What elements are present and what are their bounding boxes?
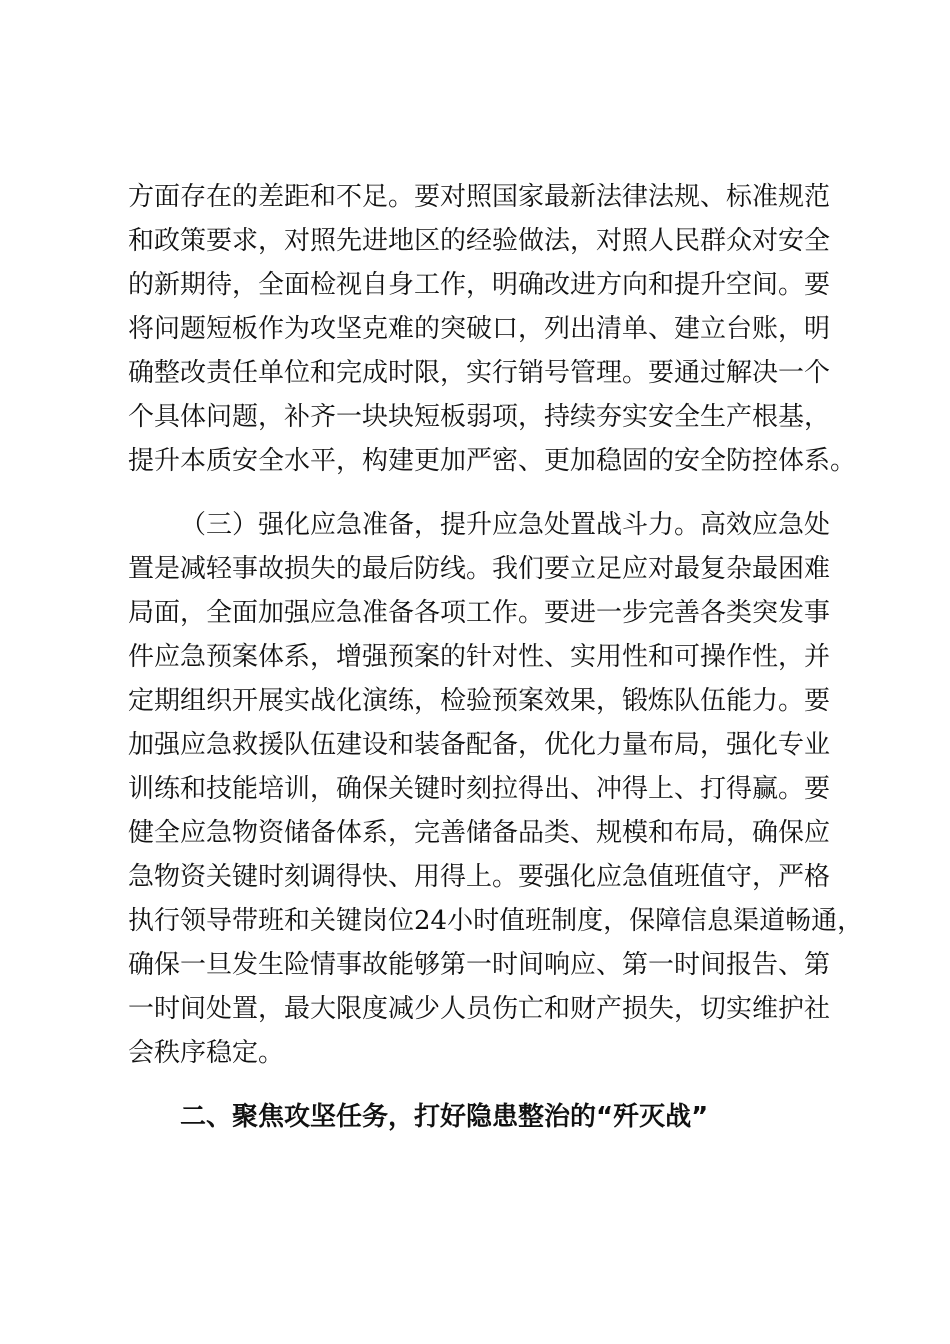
paragraph-line: 一时间处置，最大限度减少人员伤亡和财产损失，切实维护社 bbox=[128, 994, 831, 1024]
paragraph-line: 和政策要求，对照先进地区的经验做法，对照人民群众对安全 bbox=[128, 226, 831, 256]
section-heading: 二、聚焦攻坚任务，打好隐患整治的“歼灭战” bbox=[180, 1102, 709, 1132]
paragraph-line: 置是减轻事故损失的最后防线。我们要立足应对最复杂最困难 bbox=[128, 554, 831, 584]
paragraph-line: 件应急预案体系，增强预案的针对性、实用性和可操作性，并 bbox=[128, 642, 831, 672]
paragraph-line: 训练和技能培训，确保关键时刻拉得出、冲得上、打得赢。要 bbox=[128, 774, 831, 804]
paragraph-line: （三）强化应急准备，提升应急处置战斗力。高效应急处 bbox=[180, 510, 831, 540]
paragraph-line: 加强应急救援队伍建设和装备配备，优化力量布局，强化专业 bbox=[128, 730, 831, 760]
paragraph-line: 急物资关键时刻调得快、用得上。要强化应急值班值守，严格 bbox=[128, 862, 831, 892]
paragraph-line: 局面，全面加强应急准备各项工作。要进一步完善各类突发事 bbox=[128, 598, 831, 628]
paragraph-line: 健全应急物资储备体系，完善储备品类、规模和布局，确保应 bbox=[128, 818, 831, 848]
paragraph-line: 执行领导带班和关键岗位24小时值班制度，保障信息渠道畅通， bbox=[128, 906, 864, 936]
paragraph-line: 定期组织开展实战化演练，检验预案效果，锻炼队伍能力。要 bbox=[128, 686, 831, 716]
paragraph-line: 的新期待，全面检视自身工作，明确改进方向和提升空间。要 bbox=[128, 270, 831, 300]
paragraph-line: 个具体问题，补齐一块块短板弱项，持续夯实安全生产根基， bbox=[128, 402, 831, 432]
paragraph-line: 确整改责任单位和完成时限，实行销号管理。要通过解决一个 bbox=[128, 358, 831, 388]
paragraph-line: 会秩序稳定。 bbox=[128, 1038, 285, 1068]
paragraph-line: 方面存在的差距和不足。要对照国家最新法律法规、标准规范 bbox=[128, 182, 831, 212]
paragraph-line: 确保一旦发生险情事故能够第一时间响应、第一时间报告、第 bbox=[128, 950, 831, 980]
paragraph-line: 将问题短板作为攻坚克难的突破口，列出清单、建立台账，明 bbox=[128, 314, 831, 344]
paragraph-line: 提升本质安全水平，构建更加严密、更加稳固的安全防控体系。 bbox=[128, 446, 857, 476]
